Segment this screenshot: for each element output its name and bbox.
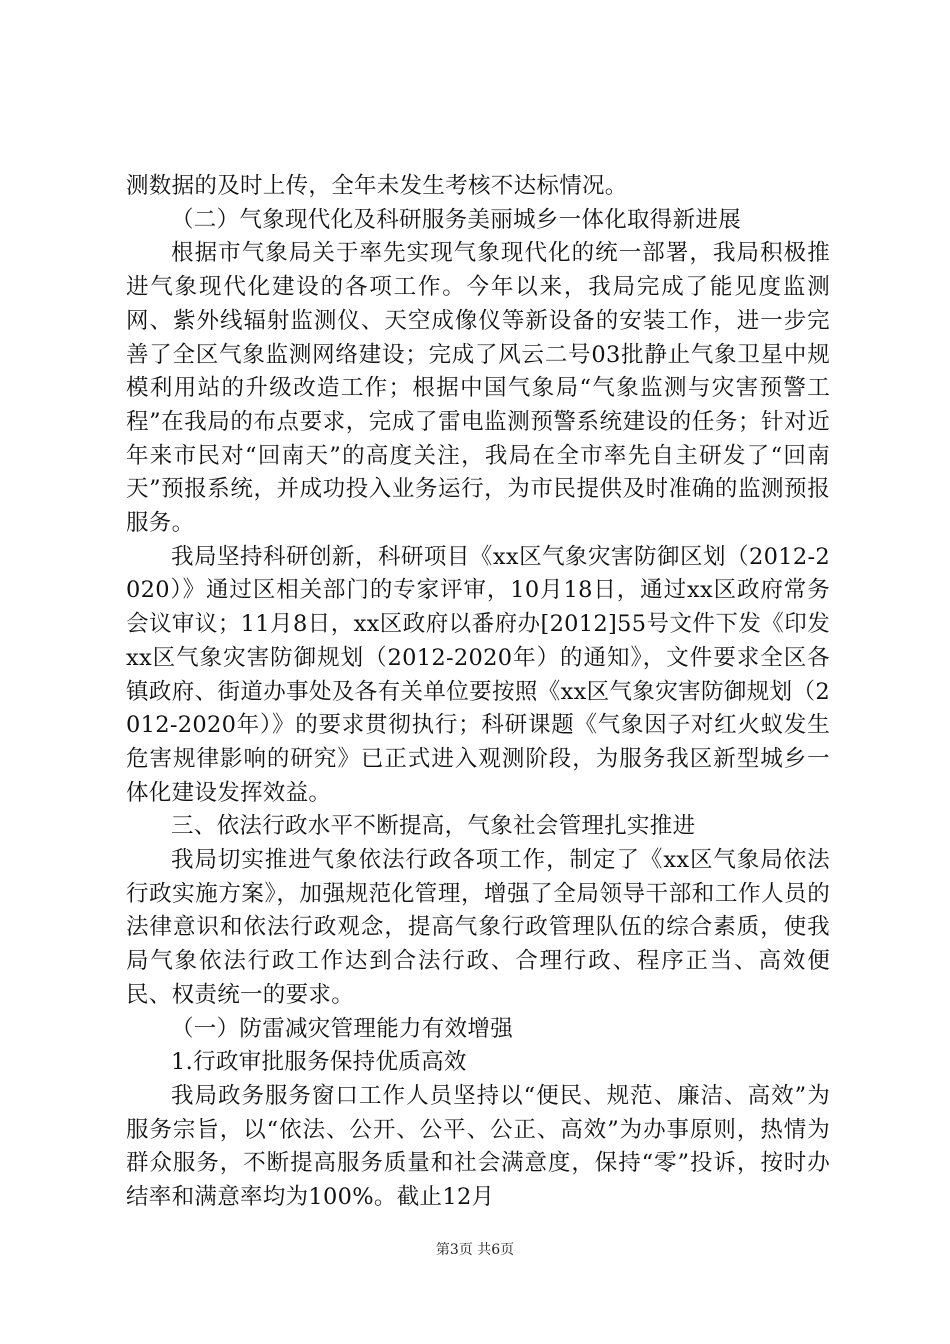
paragraph-law: 我局切实推进气象依法行政各项工作，制定了《xx区气象局依法行政实施方案》，加强规范化管理，增强了全局领导干部和工作人员的法律意识和依法行政观念，提高气象行政管理队伍的综合素质，使我局气象依法行政工作达到合法行政、合理行政、程序正当、高效便民、权责统一的要求。 — [126, 847, 830, 1008]
paragraph-service: 我局政务服务窗口工作人员坚持以“便民、规范、廉洁、高效”为服务宗旨，以“依法、公开、公平、公正、高效”为办事原则，热情为群众服务，不断提高服务质量和社会满意度，保持“零”投诉，按时办结率和满意率均为100%。截止12月 — [126, 1082, 830, 1211]
subheading-lightning: （一）防雷减灾管理能力有效增强 — [171, 1015, 514, 1042]
section-heading-law: 三、依法行政水平不断提高，气象社会管理扎实推进 — [171, 813, 696, 840]
paragraph-modernization: 根据市气象局关于率先实现气象现代化的统一部署，我局积极推进气象现代化建设的各项工作。今年以来，我局完成了能见度监测网、紫外线辐射监测仪、天空成像仪等新设备的安装工作，进一步完善了全区气象监测网络建设；完成了风云二号03批静止气象卫星中规模利用站的升级改造工作；根据中国气象局“气象监测与灾害预警工程”在我局的布点要求，完成了雷电监测预警系统建设的任务；针对近年来市民对“回南天”的高度关注，我局在全市率先自主研发了“回南天”预报系统，并成功投入业务运行，为市民提供及时准确的监测预报服务。 — [126, 240, 830, 537]
subheading-approval: 1.行政审批服务保持优质高效 — [171, 1049, 467, 1076]
page-number-footer: 第3页 共6页 — [435, 1242, 515, 1258]
paragraph-1: 测数据的及时上传，全年未发生考核不达标情况。 — [126, 173, 628, 199]
document-body — [126, 170, 830, 1215]
section-heading-modernization: （二）气象现代化及科研服务美丽城乡一体化取得新进展 — [171, 206, 742, 233]
paragraph-research: 我局坚持科研创新，科研项目《xx区气象灾害防御区划（2012-2020）》通过区相关部门的专家评审，10月18日，通过xx区政府常务会议审议；11月8日，xx区政府以番府办[2012]55号文件下发《印发xx区气象灾害防御规划（2012-2020年）的通知》，文件要求全区各镇政府、街道办事处及各有关单位要按照《xx区气象灾害防御规划（2012-2020年）》的要求贯彻执行；科研课题《气象因子对红火蚁发生危害规律影响的研究》已正式进入观测阶段，为服务我区新型城乡一体化建设发挥效益。 — [126, 543, 830, 806]
